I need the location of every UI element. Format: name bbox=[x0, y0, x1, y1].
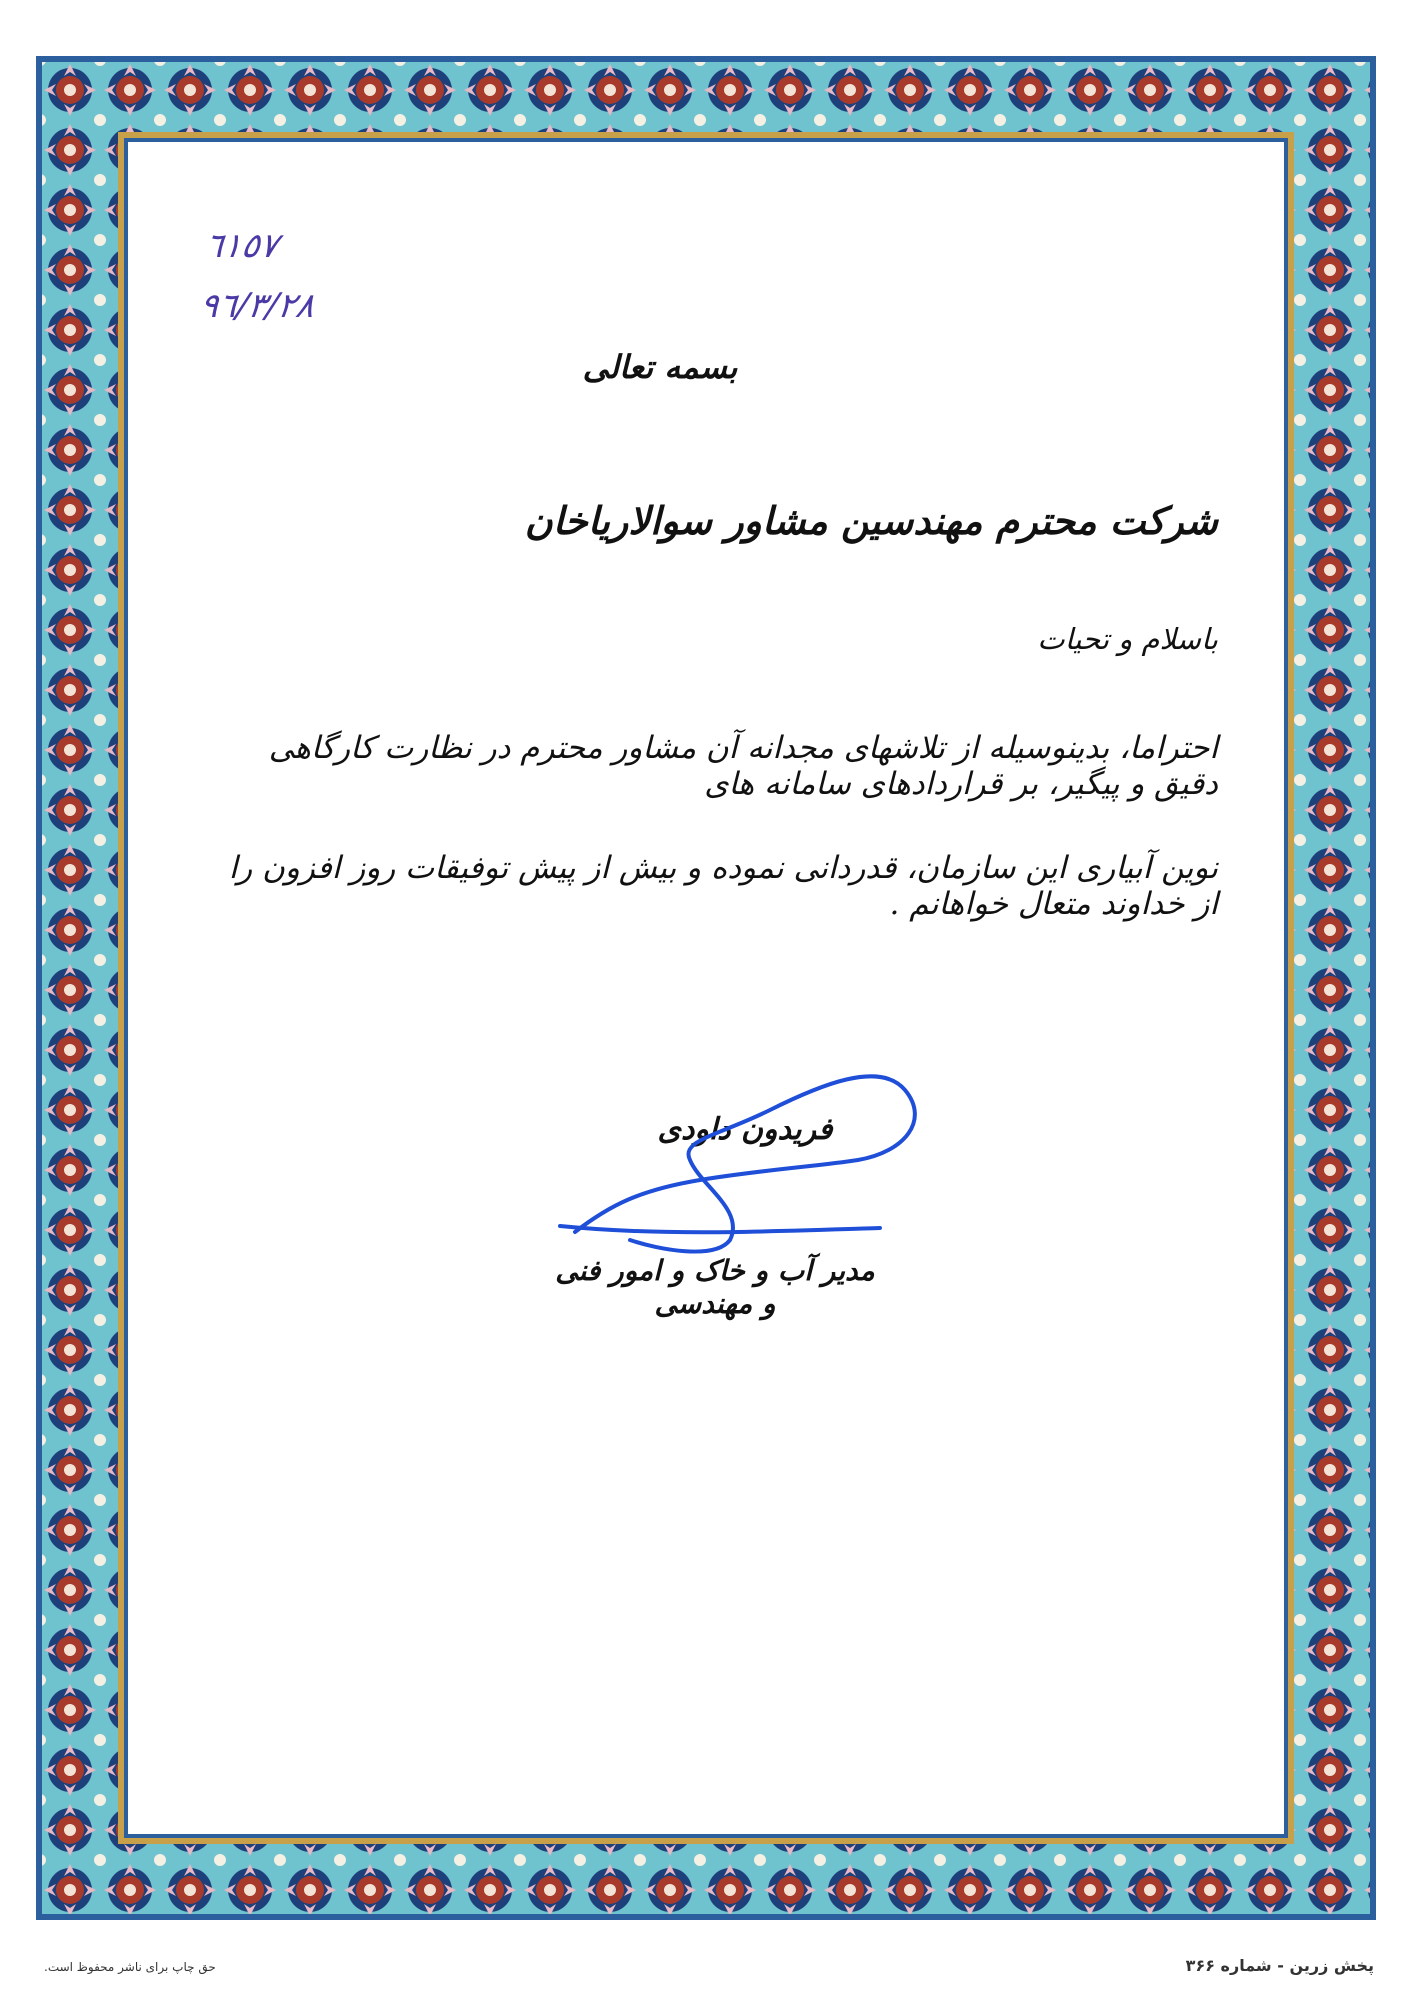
basmala: بسمه تعالی bbox=[582, 348, 738, 386]
footer-copyright: حق چاپ برای ناشر محفوظ است. bbox=[44, 1960, 216, 1974]
body-line-1: احتراما، بدینوسیله از تلاشهای مجدانه آن مشاور محترم در نظارت کارگاهی دقیق و پیگیر، بر قراردادهای سامانه های bbox=[268, 730, 1218, 802]
footer-publisher: پخش زرین - شماره ۳۶۶ bbox=[1185, 1956, 1374, 1975]
signer-name: فریدون داودی bbox=[657, 1112, 833, 1147]
greeting: باسلام و تحیات bbox=[1037, 622, 1218, 656]
addressee: شرکت محترم مهندسین مشاور سوالاریاخان bbox=[524, 498, 1218, 543]
handwritten-date: ٩٦/٣/٢٨ bbox=[197, 286, 318, 326]
body-line-2: نوین آبیاری این سازمان، قدردانی نموده و بیش از پیش توفیقات روز افزون را از خداوند متعال خواهانم . bbox=[228, 850, 1218, 922]
signer-title: مدیر آب و خاک و امور فنی و مهندسی bbox=[555, 1254, 875, 1320]
handwritten-number: ٦١٥٧ bbox=[202, 226, 281, 266]
